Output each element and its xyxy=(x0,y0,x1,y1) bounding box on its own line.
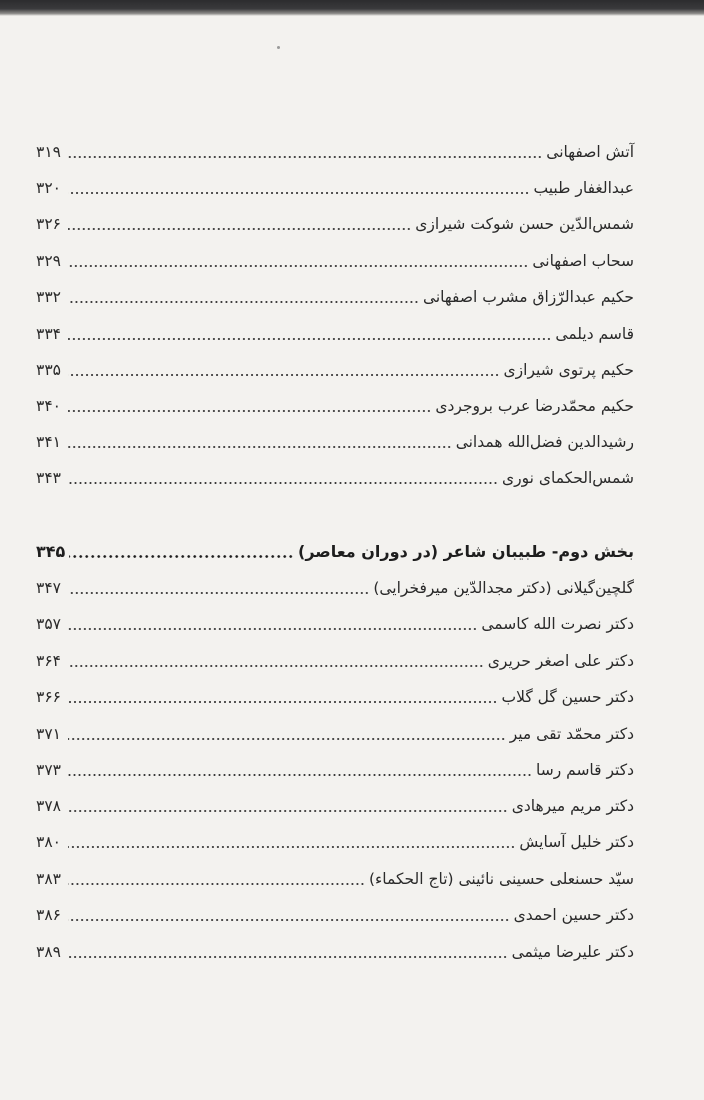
dot-leader xyxy=(68,774,532,776)
toc-entry-title: رشیدالدین فضل‌الله همدانی xyxy=(455,433,634,451)
dot-leader xyxy=(68,738,506,740)
dot-leader xyxy=(68,956,508,958)
dot-leader xyxy=(68,810,508,812)
toc-entry-title: گلچین‌گیلانی (دکتر مجدالدّین میرفخرایی) xyxy=(373,579,634,597)
toc-entry[interactable] xyxy=(36,130,634,164)
toc-section-page: ۳۴۵ xyxy=(36,542,66,561)
toc-entry[interactable] xyxy=(36,348,634,382)
toc-entry-page: ۳۷۱ xyxy=(36,725,61,743)
toc-entry[interactable] xyxy=(36,820,634,854)
toc-entry[interactable] xyxy=(36,712,634,746)
dot-leader xyxy=(68,338,551,340)
toc-entry-page: ۳۸۳ xyxy=(36,870,61,888)
toc-entry-title: عبدالغفار طبیب xyxy=(533,179,634,197)
toc-entry-title: دکتر حسین گل گلاب xyxy=(501,688,634,706)
toc-entry[interactable] xyxy=(36,239,634,273)
toc-entry-title: دکتر محمّد تقی میر xyxy=(509,725,634,743)
dot-leader xyxy=(68,228,411,230)
dot-leader xyxy=(68,665,484,667)
toc-entry-page: ۳۲۶ xyxy=(36,215,61,233)
toc-entry[interactable] xyxy=(36,675,634,709)
dot-leader xyxy=(68,592,369,594)
dot-leader xyxy=(68,446,452,448)
toc-entry[interactable] xyxy=(36,456,634,490)
dot-leader xyxy=(68,265,528,267)
toc-entry[interactable] xyxy=(36,748,634,782)
toc-entry[interactable] xyxy=(36,420,634,454)
toc-entry[interactable] xyxy=(36,930,634,964)
toc-entry-page: ۳۳۴ xyxy=(36,325,61,343)
toc-entry[interactable] xyxy=(36,202,634,236)
dot-leader xyxy=(68,846,515,848)
dot-leader xyxy=(68,192,530,194)
toc-entry-page: ۳۶۴ xyxy=(36,652,61,670)
toc-entry-page: ۳۷۸ xyxy=(36,797,61,815)
dot-leader xyxy=(68,628,477,630)
toc-entry-title: آتش اصفهانی xyxy=(546,143,634,161)
dot-leader xyxy=(68,883,365,885)
dot-leader xyxy=(68,482,498,484)
toc-entry-title: دکتر علی اصغر حریری xyxy=(487,652,634,670)
toc-entry-page: ۳۵۷ xyxy=(36,615,61,633)
toc-section-heading[interactable] xyxy=(36,530,634,564)
toc-entry-title: شمس‌الدّین حسن شوکت شیرازی xyxy=(415,215,634,233)
toc-entry[interactable] xyxy=(36,166,634,200)
toc-entry-page: ۳۴۰ xyxy=(36,397,61,415)
dot-leader xyxy=(68,374,500,376)
toc-entry[interactable] xyxy=(36,312,634,346)
dot-leader xyxy=(68,156,542,158)
toc-entry-title: سیّد حسنعلی حسینی نائینی (تاج الحکماء) xyxy=(368,870,634,888)
toc-entry-title: حکیم عبدالرّزاق مشرب اصفهانی xyxy=(422,288,634,306)
toc-entry[interactable] xyxy=(36,784,634,818)
toc-entry-title: شمس‌الحکمای نوری xyxy=(502,469,634,487)
toc-entry-page: ۳۷۳ xyxy=(36,761,61,779)
toc-entry-title: حکیم پرتوی شیرازی xyxy=(503,361,634,379)
toc-entry-page: ۳۳۵ xyxy=(36,361,61,379)
toc-entry-page: ۳۲۰ xyxy=(36,179,61,197)
toc-entry-page: ۳۸۶ xyxy=(36,906,61,924)
toc-entry-page: ۳۱۹ xyxy=(36,143,61,161)
dot-leader xyxy=(68,301,419,303)
toc-entry-page: ۳۴۳ xyxy=(36,469,61,487)
toc-entry-title: دکتر حسین احمدی xyxy=(513,906,634,924)
toc-entry[interactable] xyxy=(36,384,634,418)
dot-leader xyxy=(68,919,510,921)
toc-entry-title: دکتر علیرضا میثمی xyxy=(511,943,634,961)
toc-entry-page: ۳۸۰ xyxy=(36,833,61,851)
dot-leader xyxy=(68,410,431,412)
toc-entry-page: ۳۸۹ xyxy=(36,943,61,961)
toc-entry-page: ۳۴۷ xyxy=(36,579,61,597)
paper-speck xyxy=(277,46,280,49)
dot-leader xyxy=(68,701,497,703)
toc-entry-title: حکیم محمّدرضا عرب بروجردی xyxy=(435,397,634,415)
toc-entry-title: سحاب اصفهانی xyxy=(532,252,634,270)
toc-entry[interactable] xyxy=(36,857,634,891)
dot-leader xyxy=(69,555,294,558)
toc-entry-title: قاسم دیلمی xyxy=(555,325,634,343)
toc-entry-page: ۳۲۹ xyxy=(36,252,61,270)
toc-entry-title: دکتر مریم میرهادی xyxy=(511,797,634,815)
toc-entry[interactable] xyxy=(36,275,634,309)
toc-entry-page: ۳۴۱ xyxy=(36,433,61,451)
toc-entry-title: دکتر قاسم رسا xyxy=(536,761,634,779)
toc-entry[interactable] xyxy=(36,566,634,600)
toc-entry[interactable] xyxy=(36,639,634,673)
toc-entry[interactable] xyxy=(36,893,634,927)
toc-entry-page: ۳۶۶ xyxy=(36,688,61,706)
toc-entry[interactable] xyxy=(36,602,634,636)
page-top-edge xyxy=(0,0,704,16)
toc-entry-page: ۳۳۲ xyxy=(36,288,61,306)
toc-section-title: بخش دوم- طبیبان شاعر (در دوران معاصر) xyxy=(298,542,634,561)
toc-entry-title: دکتر خلیل آسایش xyxy=(519,833,634,851)
toc-entry-title: دکتر نصرت الله کاسمی xyxy=(481,615,634,633)
